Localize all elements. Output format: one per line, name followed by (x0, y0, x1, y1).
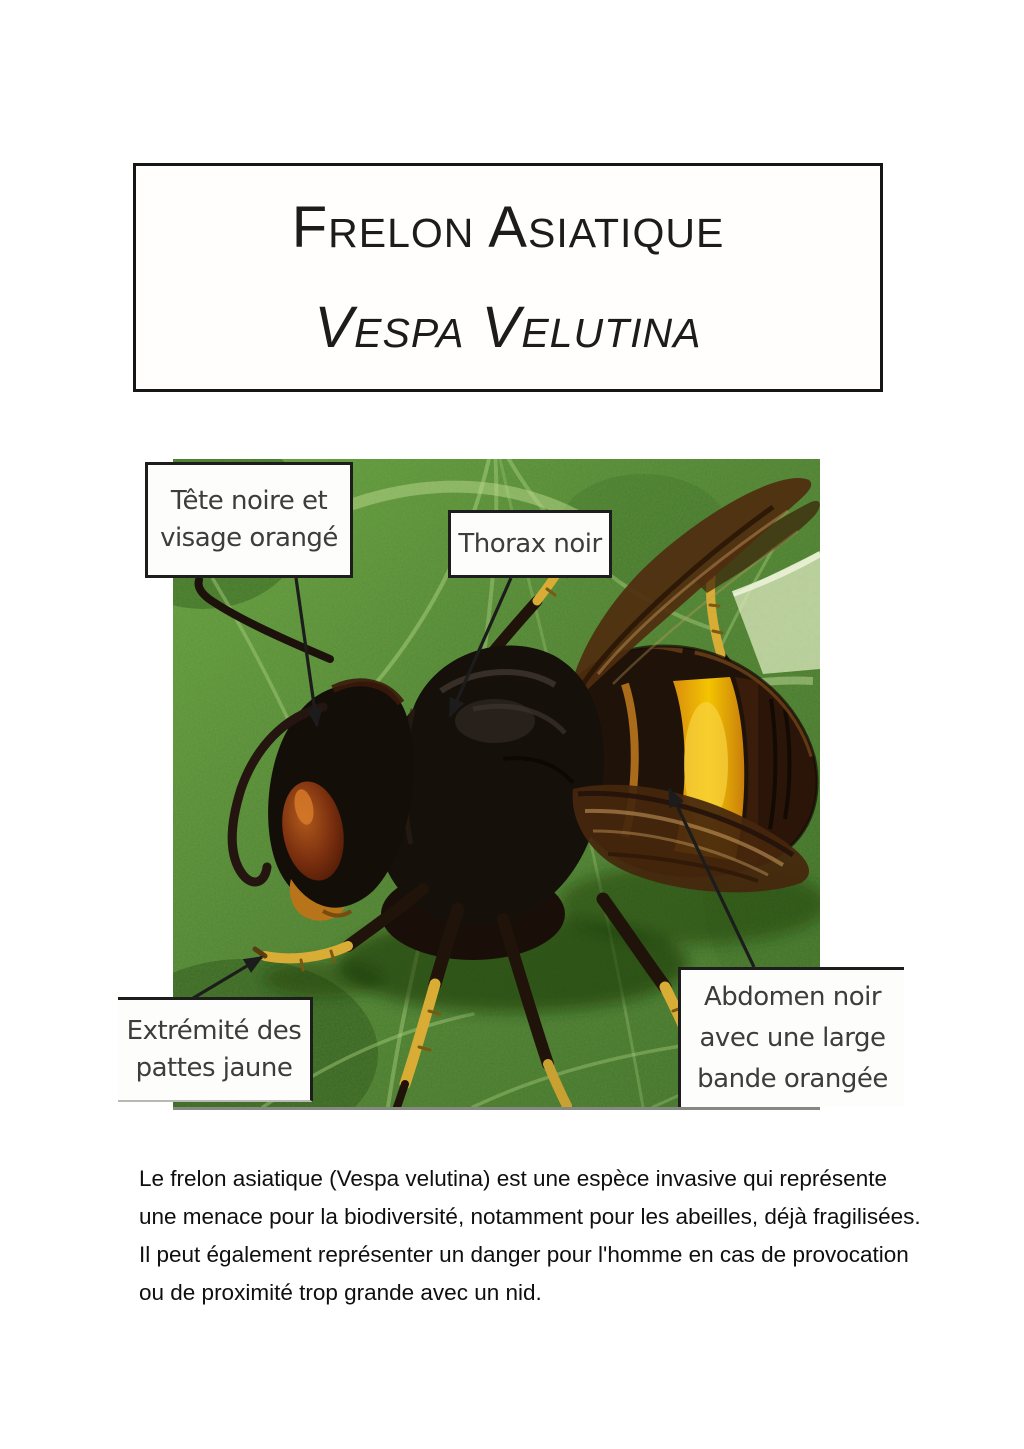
callout-legs-line1: Extrémité des (126, 1016, 302, 1046)
callout-head-line2: visage orangé (160, 523, 338, 553)
callout-head-line1: Tête noire et (170, 486, 328, 516)
callout-head (145, 462, 353, 578)
paragraph-line3: Il peut également représenter un danger pour l'homme en cas de provocation (139, 1242, 909, 1267)
title-box (133, 163, 883, 392)
callout-abdomen-line2: avec une large (699, 1023, 886, 1053)
callout-abdomen (678, 967, 904, 1107)
paragraph-line4: ou de proximité trop grande avec un nid. (139, 1280, 542, 1305)
title-latin-name: Vespa Velutina (314, 294, 702, 360)
callout-thorax-line1: Thorax noir (458, 528, 602, 559)
paragraph-line2: une menace pour la biodiversité, notamment pour les abeilles, déjà fragilisées. (139, 1204, 921, 1229)
title-common-name: Frelon Asiatique (291, 194, 725, 260)
callout-thorax (448, 510, 612, 578)
callout-abdomen-line1: Abdomen noir (703, 982, 882, 1012)
callout-legs (118, 997, 313, 1102)
callout-legs-line2: pattes jaune (135, 1053, 293, 1083)
paragraph-line1: Le frelon asiatique (Vespa velutina) est une espèce invasive qui représente (139, 1166, 887, 1191)
callout-abdomen-line3: bande orangée (697, 1064, 888, 1094)
description-paragraph (139, 1160, 921, 1312)
